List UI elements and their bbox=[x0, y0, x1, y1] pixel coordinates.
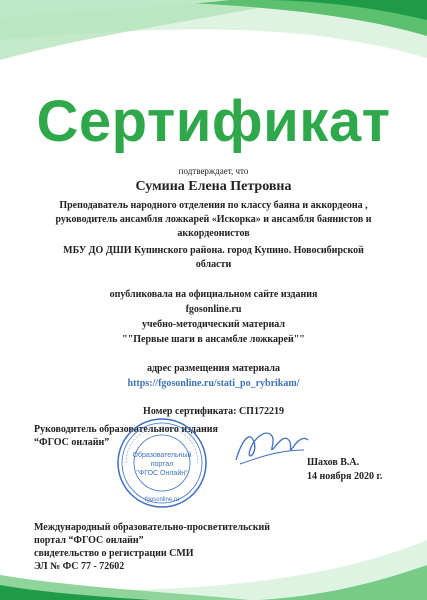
stamp-bottom-text: fgosonline.ru bbox=[144, 497, 180, 503]
signature bbox=[232, 420, 312, 470]
footer-line-4: ЭЛ № ФС 77 - 72602 bbox=[34, 561, 125, 572]
stamp-seal bbox=[116, 417, 208, 509]
signer-name: Шахов В.А. bbox=[307, 457, 360, 468]
position-line-3: аккордеонистов bbox=[177, 228, 250, 239]
confirms-text: подтверждает, что bbox=[178, 166, 249, 176]
certificate-number-label: Номер сертификата: bbox=[143, 406, 237, 417]
organization-line-1: МБУ ДО ДШИ Купинского района. город Купино. Новосибирской bbox=[63, 245, 364, 256]
address-label: адрес размещения материала bbox=[147, 363, 280, 374]
stamp-line-3: "ФГОС Онлайн" bbox=[136, 470, 188, 477]
position-line-1: Преподаватель народного отделения по классу баяна и аккордеона , bbox=[59, 200, 368, 211]
certificate-number: СП172219 bbox=[238, 406, 284, 417]
site-text: fgosonline.ru bbox=[185, 304, 242, 315]
footer-line-3: свидетельство о регистрации СМИ bbox=[34, 548, 194, 559]
address-link[interactable]: https://fgosonline.ru/stati_po_rybrikam/ bbox=[127, 378, 300, 389]
footer-line-1: Международный образовательно-просветительский bbox=[34, 522, 270, 533]
position-line-2: руководитель ансамбля ложкарей «Искорка» и ансамбля баянистов и bbox=[55, 214, 372, 225]
footer-line-2: портал “ФГОС онлайн” bbox=[34, 535, 144, 546]
certificate-title: Сертификат bbox=[36, 89, 391, 154]
recipient-name: Сумина Елена Петровна bbox=[135, 179, 292, 194]
certificate-number-row bbox=[10, 405, 417, 418]
stamp-line-2: портал bbox=[150, 461, 174, 468]
head-line-1: Руководитель образовательного издания bbox=[34, 424, 218, 435]
issue-date: 14 ноября 2020 г. bbox=[307, 471, 383, 482]
material-type: учебно-методический материал bbox=[141, 319, 285, 330]
material-title: ""Первые шаги в ансамбле ложкарей"" bbox=[122, 334, 305, 345]
stamp-line-1: Образовательный bbox=[132, 452, 192, 459]
head-line-2: “ФГОС онлайн” bbox=[34, 437, 110, 448]
published-text: опубликовала на официальном сайте издания bbox=[109, 289, 318, 300]
organization-line-2: области bbox=[195, 259, 232, 270]
